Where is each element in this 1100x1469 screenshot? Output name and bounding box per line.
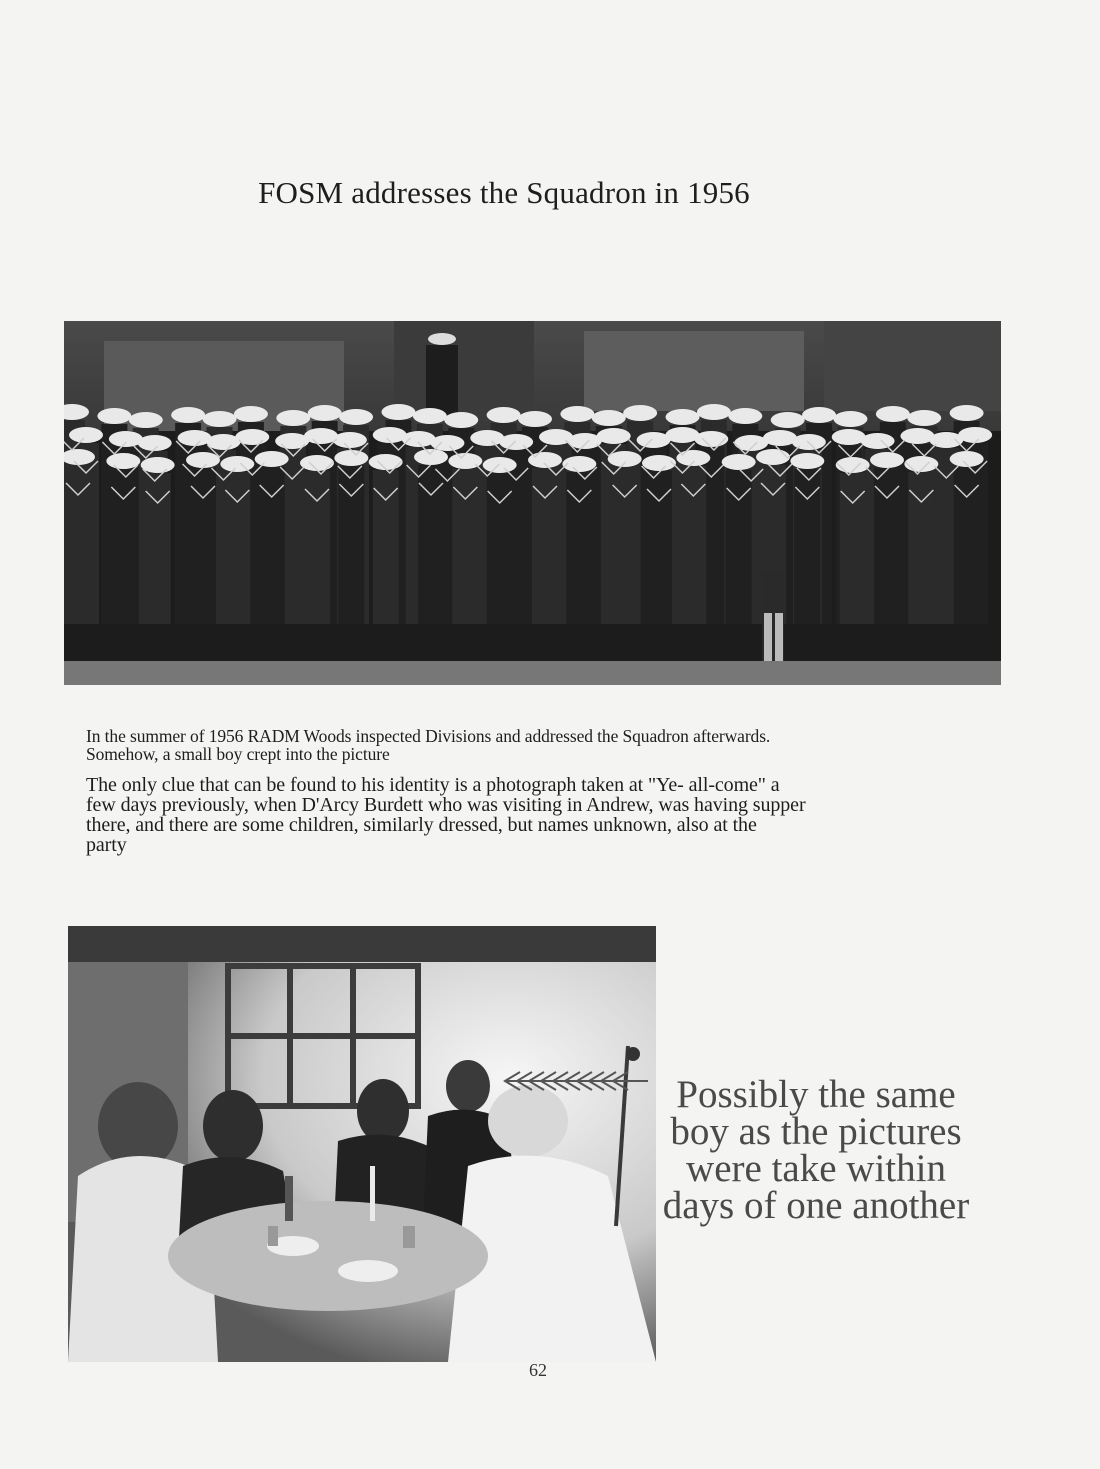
annotation-line: were take within [686,1147,946,1190]
annotation-line: Possibly the same [676,1073,956,1116]
supper-party-photo [68,926,656,1362]
squadron-photo [64,321,1001,685]
squadron-photo-image [64,321,1001,685]
left-arrow-icon [500,1066,650,1096]
page-title: FOSM addresses the Squadron in 1956 [258,175,750,210]
photo-caption [86,727,986,763]
body-paragraph [86,775,986,855]
paragraph-line: there, and there are some children, similarly dressed, but names unknown, also at the [86,814,757,836]
annotation-line: days of one another [662,1184,970,1227]
page-number: 62 [529,1360,547,1380]
side-annotation [636,1073,996,1227]
supper-party-photo-image [68,926,656,1362]
paragraph-line: The only clue that can be found to his identity is a photograph taken at "Ye- all-come" a [86,774,780,796]
paragraph-line: few days previously, when D'Arcy Burdett who was visiting in Andrew, was having supper [86,794,806,816]
paragraph-line: party [86,834,127,856]
caption-line: In the summer of 1956 RADM Woods inspected Divisions and addressed the Squadron afterwards. [86,726,771,746]
caption-line: Somehow, a small boy crept into the picture [86,744,390,764]
annotation-line: boy as the pictures [670,1110,962,1153]
